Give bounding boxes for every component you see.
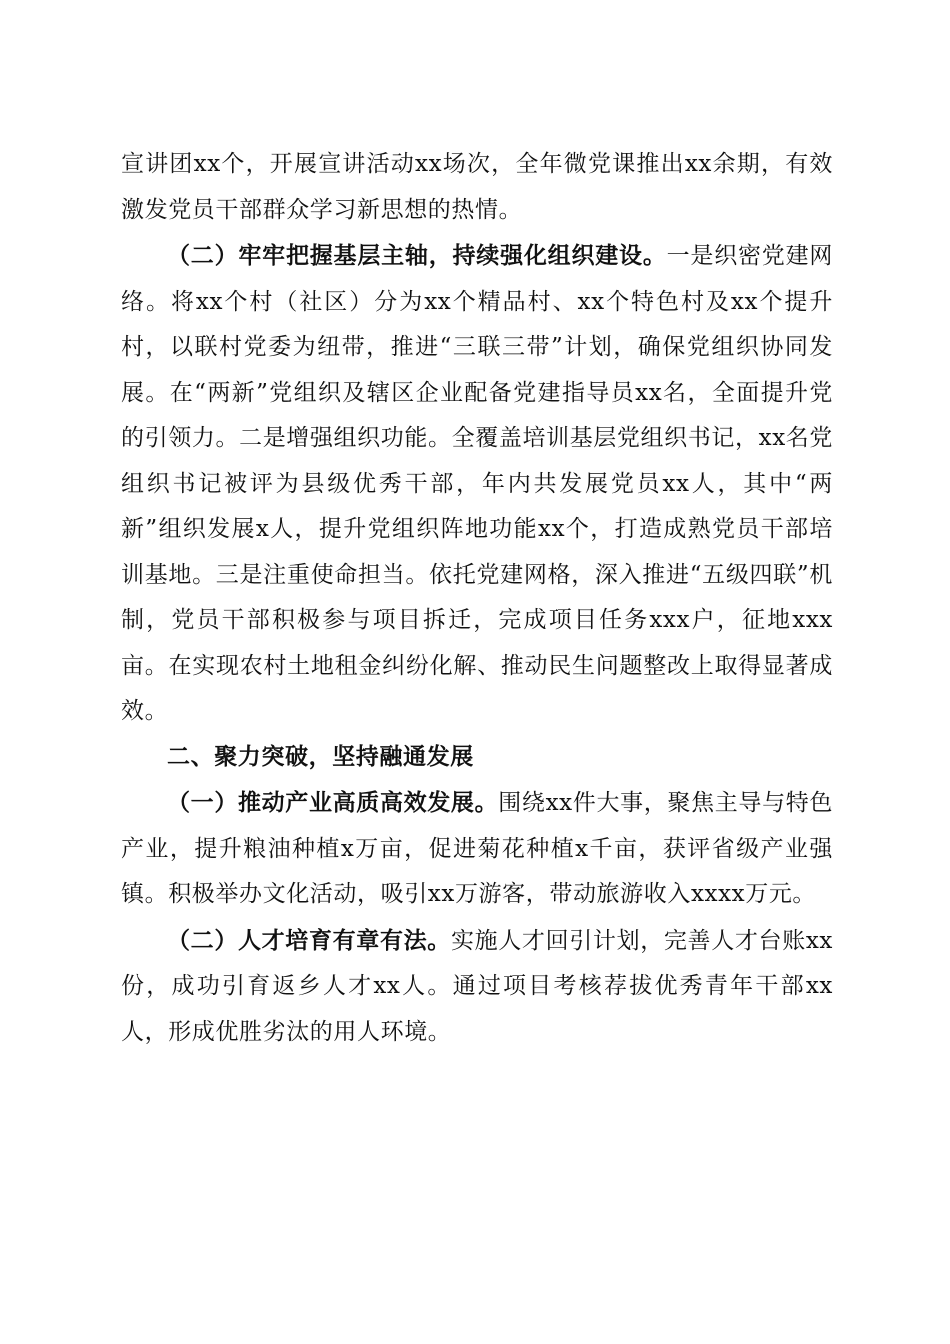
paragraph-organization-building	[121, 233, 833, 735]
paragraph-bold-lead: （一）推动产业高质高效发展。	[167, 789, 499, 816]
paragraph-text: 围绕xx件大事，聚焦主导与特色产业，提升粮油种植x万亩，促进菊花种植x千亩，获评省级产业强镇。积极举办文化活动，吸引xx万游客，带动旅游收入xxxx万元。	[121, 790, 833, 907]
section-heading	[121, 735, 833, 781]
paragraph-bold-lead: （二）牢牢把握基层主轴，持续强化组织建设。	[167, 242, 667, 269]
section-heading-text: 二、聚力突破，坚持融通发展	[167, 743, 474, 770]
document-body	[121, 142, 833, 1055]
paragraph-text: 一是织密党建网络。将xx个村（社区）分为xx个精品村、xx个特色村及xx个提升村，以联村党委为纽带，推进“三联三带”计划，确保党组织协同发展。在“两新”党组织及辖区企业配备党建指导员xx名，全面提升党的引领力。二是增强组织功能。全覆盖培训基层党组织书记，xx名党组织书记被评为县级优秀干部，年内共发展党员xx人，其中“两新”组织发展x人，提升党组织阵地功能xx个，打造成熟党员干部培训基地。三是注重使命担当。依托党建网格，深入推进“五级四联”机制，党员干部积极参与项目拆迁，完成项目任务xxx户，征地xxx亩。在实现农村土地租金纠纷化解、推动民生问题整改上取得显著成效。	[121, 243, 833, 724]
paragraph-talent-cultivation	[121, 918, 833, 1056]
paragraph-industry-development	[121, 780, 833, 918]
paragraph-text: 宣讲团xx个，开展宣讲活动xx场次，全年微党课推出xx余期，有效激发党员干部群众学习新思想的热情。	[121, 151, 833, 223]
paragraph-bold-lead: （二）人才培育有章有法。	[167, 926, 451, 954]
paragraph-continuation	[121, 142, 833, 233]
paragraph-text: 实施人才回引计划，完善人才台账xx份，成功引育返乡人才xx人。通过项目考核荐拔优秀青年干部xx人，形成优胜劣汰的用人环境。	[121, 927, 833, 1045]
